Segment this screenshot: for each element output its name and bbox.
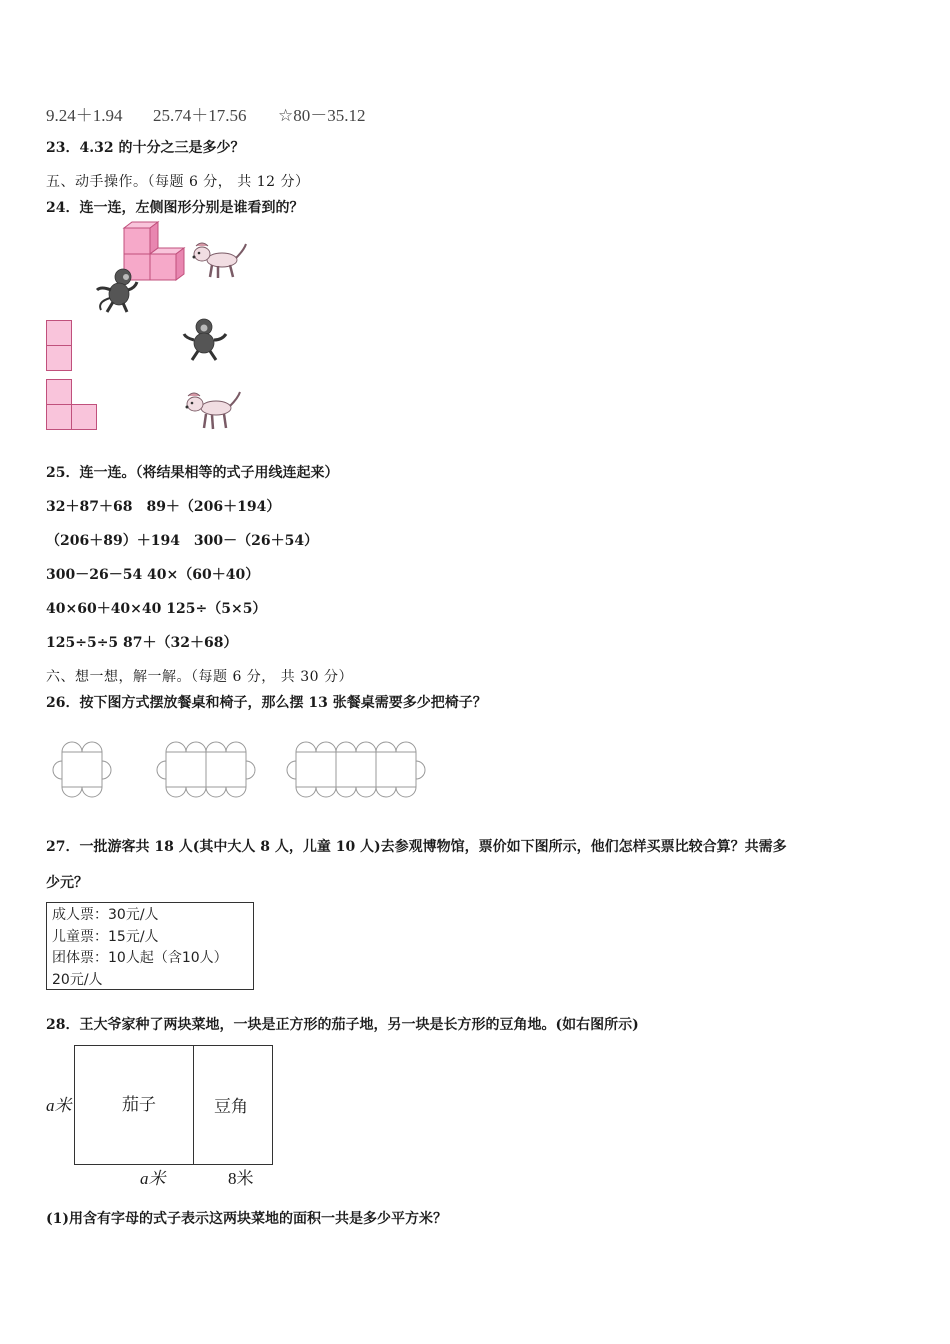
bottom-a-label: a米 bbox=[140, 1169, 166, 1188]
view-l-shape bbox=[46, 379, 100, 431]
tables-chairs-figure bbox=[46, 740, 438, 800]
q25-line-5: 125÷5÷5 87＋（32＋68） bbox=[46, 635, 238, 651]
question-28: 28．王大爷家种了两块菜地，一块是正方形的茄子地，另一块是长方形的豆角地。(如右图所示) bbox=[46, 1017, 639, 1033]
question-25: 25．连一连。（将结果相等的式子用线连起来） bbox=[46, 465, 339, 481]
child-ticket-price: 儿童票：15元/人 bbox=[52, 928, 159, 945]
question-28-part-1: (1)用含有字母的式子表示这两块菜地的面积一共是多少平方米？ bbox=[46, 1211, 447, 1227]
bottom-8-label: 8米 bbox=[228, 1169, 254, 1188]
calc-item-3: ☆80－35.12 bbox=[278, 106, 366, 125]
bean-label: 豆角 bbox=[214, 1097, 248, 1117]
ticket-price-box bbox=[46, 902, 254, 990]
group-ticket-price: 20元/人 bbox=[52, 971, 103, 988]
group-ticket-rule: 团体票：10人起（含10人） bbox=[52, 950, 228, 966]
calc-item-1: 9.24＋1.94 bbox=[46, 106, 123, 125]
question-24: 24．连一连，左侧图形分别是谁看到的？ bbox=[46, 200, 304, 216]
dog-icon bbox=[182, 388, 242, 432]
field-figure bbox=[46, 1043, 276, 1188]
q25-line-1: 32＋87＋68 89＋（206＋194） bbox=[46, 499, 281, 515]
section-5-title: 五、动手操作。（每题 6 分， 共 12 分） bbox=[46, 174, 310, 190]
calc-item-2: 25.74＋17.56 bbox=[153, 106, 247, 125]
dog-icon bbox=[190, 240, 248, 280]
adult-ticket-price: 成人票：30元/人 bbox=[52, 907, 159, 923]
side-a-label: a米 bbox=[46, 1096, 72, 1115]
monkey-icon bbox=[93, 268, 141, 314]
question-23: 23．4.32 的十分之三是多少？ bbox=[46, 140, 245, 156]
monkey-icon bbox=[182, 318, 228, 362]
question-27-line-2: 少元？ bbox=[46, 875, 88, 891]
q25-line-3: 300－26－54 40×（60＋40） bbox=[46, 567, 260, 583]
question-27-line-1: 27．一批游客共 18 人(其中大人 8 人，儿童 10 人)去参观博物馆，票价如下图所示，他们怎样买票比较合算？共需多 bbox=[46, 839, 787, 855]
question-26: 26．按下图方式摆放餐桌和椅子，那么摆 13 张餐桌需要多少把椅子？ bbox=[46, 695, 487, 711]
q25-line-2: （206＋89）＋194 300－（26＋54） bbox=[46, 533, 319, 549]
view-two-squares bbox=[46, 320, 74, 372]
q25-line-4: 40×60＋40×40 125÷（5×5） bbox=[46, 601, 267, 617]
eggplant-label: 茄子 bbox=[122, 1095, 156, 1115]
section-6-title: 六、想一想，解一解。（每题 6 分， 共 30 分） bbox=[46, 669, 353, 685]
